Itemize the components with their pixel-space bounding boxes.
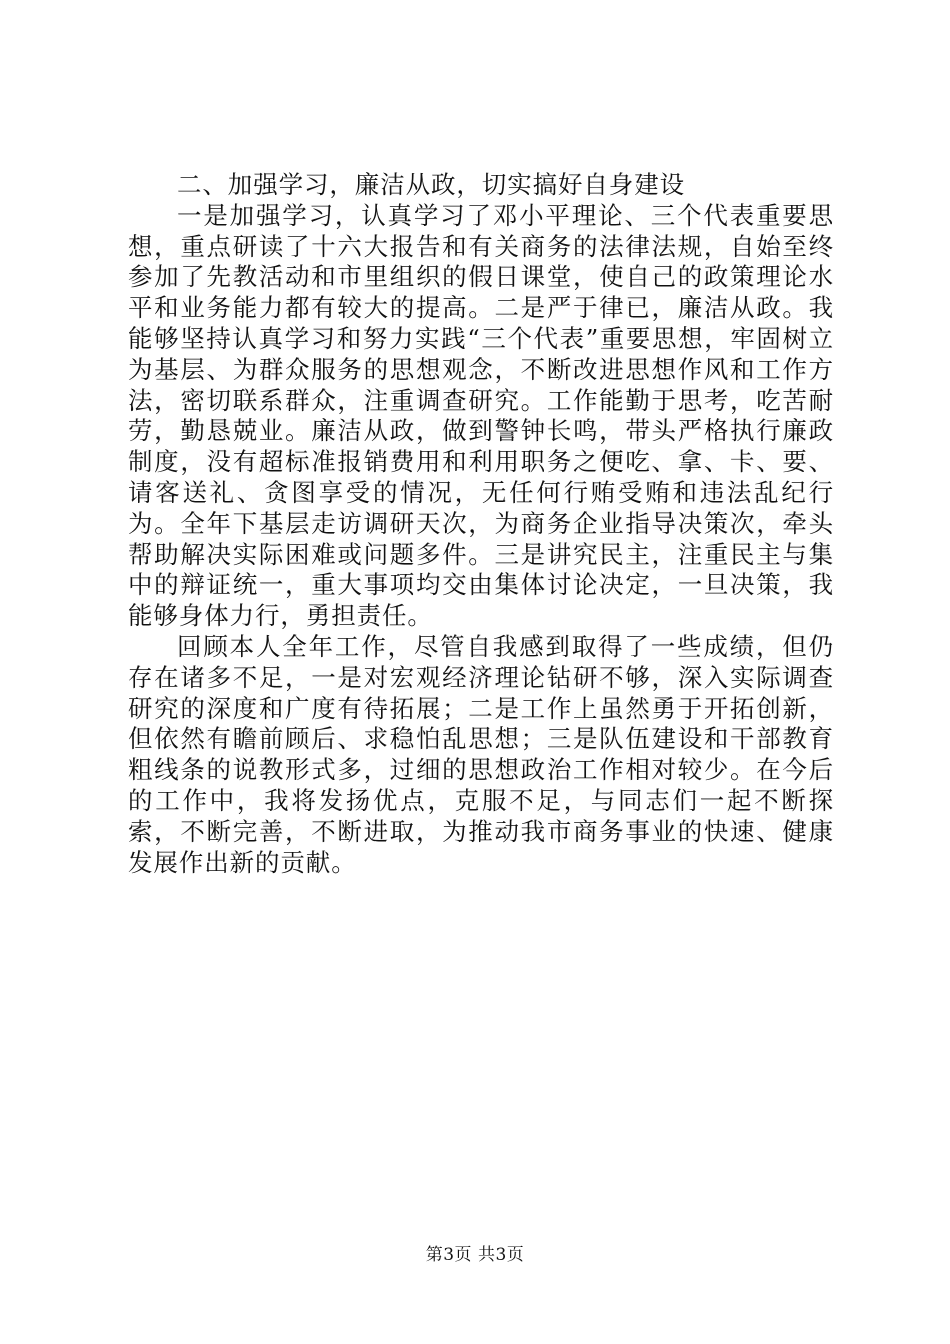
document-body — [128, 170, 834, 878]
page-number-footer: 第3页 共3页 — [425, 1245, 525, 1265]
body-paragraph-1: 一是加强学习，认真学习了邓小平理论、三个代表重要思想，重点研读了十六大报告和有关商务的法律法规，自始至终参加了先教活动和市里组织的假日课堂，使自己的政策理论水平和业务能力都有较大的提高。二是严于律已，廉洁从政。我能够坚持认真学习和努力实践“三个代表”重要思想，牢固树立为基层、为群众服务的思想观念，不断改进思想作风和工作方法，密切联系群众，注重调查研究。工作能勤于思考，吃苦耐劳，勤恳兢业。廉洁从政，做到警钟长鸣，带头严格执行廉政制度，没有超标准报销费用和利用职务之便吃、拿、卡、要、请客送礼、贪图享受的情况，无任何行贿受贿和违法乱纪行为。全年下基层走访调研天次，为商务企业指导决策次，牵头帮助解决实际困难或问题多件。三是讲究民主，注重民主与集中的辩证统一，重大事项均交由集体讨论决定，一旦决策，我能够身体力行，勇担责任。 — [128, 200, 834, 631]
body-paragraph-2: 回顾本人全年工作，尽管自我感到取得了一些成绩，但仍存在诸多不足，一是对宏观经济理论钻研不够，深入实际调查研究的深度和广度有待拓展；二是工作上虽然勇于开拓创新，但依然有瞻前顾后、求稳怕乱思想；三是队伍建设和干部教育粗线条的说教形式多，过细的思想政治工作相对较少。在今后的工作中，我将发扬优点，克服不足，与同志们一起不断探索，不断完善，不断进取，为推动我市商务事业的快速、健康发展作出新的贡献。 — [128, 631, 834, 877]
section-heading: 二、加强学习，廉洁从政，切实搞好自身建设 — [177, 170, 685, 199]
